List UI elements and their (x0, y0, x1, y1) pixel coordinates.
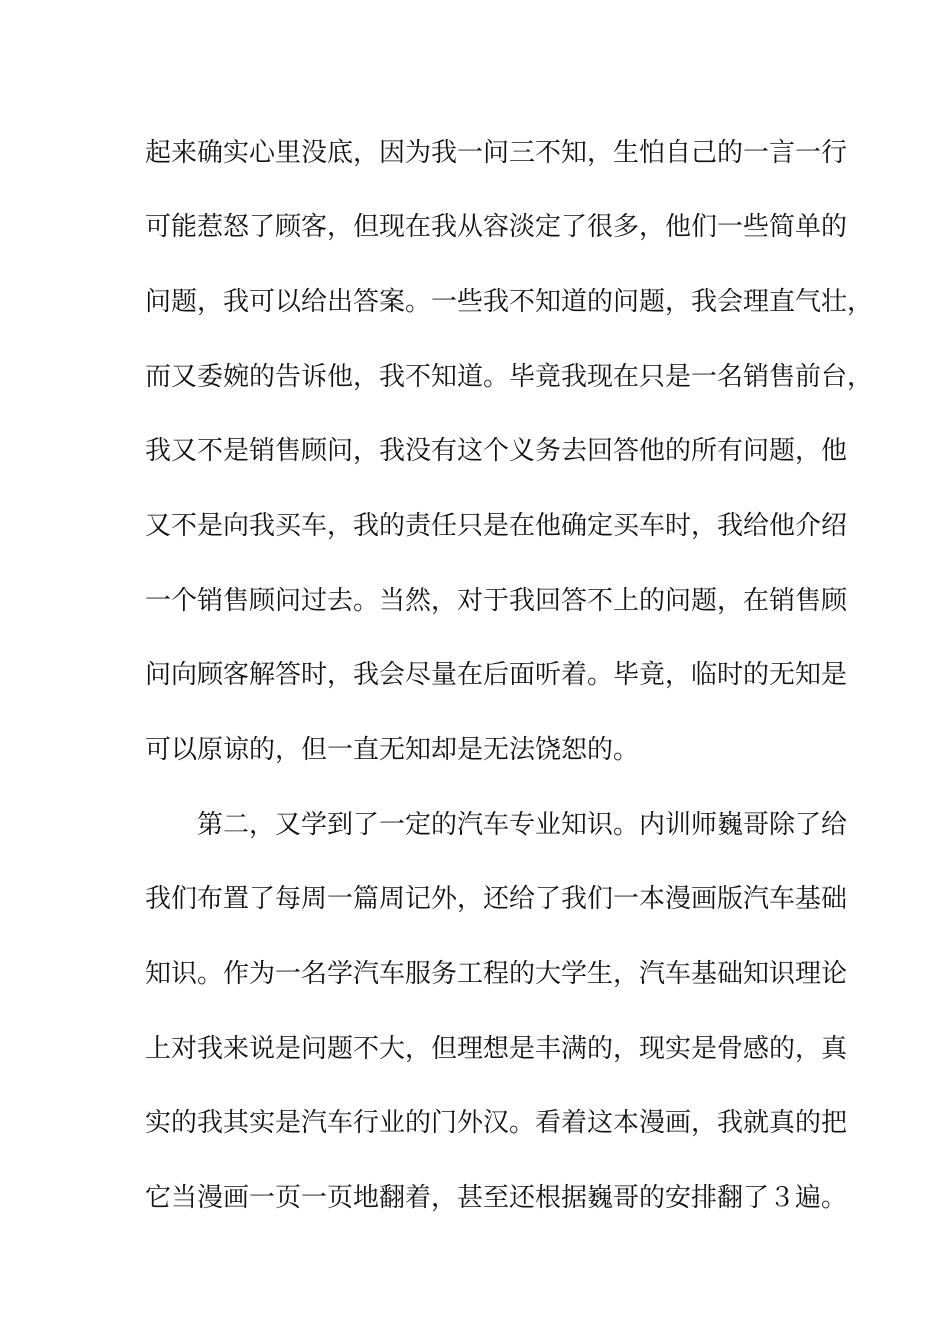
paragraph-line: 一个销售顾问过去。当然，对于我回答不上的问题，在销售顾 (145, 586, 848, 616)
paragraph-line: 上对我来说是问题不大，但理想是丰满的，现实是骨感的，真 (145, 1034, 848, 1064)
paragraph-line: 问向顾客解答时，我会尽量在后面听着。毕竟，临时的无知是 (145, 660, 848, 690)
paragraph-line: 我又不是销售顾问，我没有这个义务去回答他的所有问题，他 (145, 436, 848, 466)
paragraph-line: 它当漫画一页一页地翻着，甚至还根据巍哥的安排翻了３遍。 (145, 1183, 848, 1213)
paragraph-line: 而又委婉的告诉他，我不知道。毕竟我现在只是一名销售前台， (145, 362, 874, 392)
paragraph-line: 可以原谅的，但一直无知却是无法饶恕的。 (145, 735, 640, 765)
paragraph-line: 知识。作为一名学汽车服务工程的大学生，汽车基础知识理论 (145, 959, 848, 989)
paragraph-line: 问题，我可以给出答案。一些我不知道的问题，我会理直气壮， (145, 287, 874, 317)
paragraph-first-line: 第二，又学到了一定的汽车专业知识。内训师巍哥除了给 (197, 810, 848, 840)
paragraph-line: 我们布置了每周一篇周记外，还给了我们一本漫画版汽车基础 (145, 884, 848, 914)
paragraph-line: 又不是向我买车，我的责任只是在他确定买车时，我给他介绍 (145, 511, 848, 541)
paragraph-line: 起来确实心里没底，因为我一问三不知，生怕自己的一言一行 (145, 138, 848, 168)
paragraph-line: 可能惹怒了顾客，但现在我从容淡定了很多，他们一些简单的 (145, 212, 848, 242)
paragraph-line: 实的我其实是汽车行业的门外汉。看着这本漫画，我就真的把 (145, 1108, 848, 1138)
